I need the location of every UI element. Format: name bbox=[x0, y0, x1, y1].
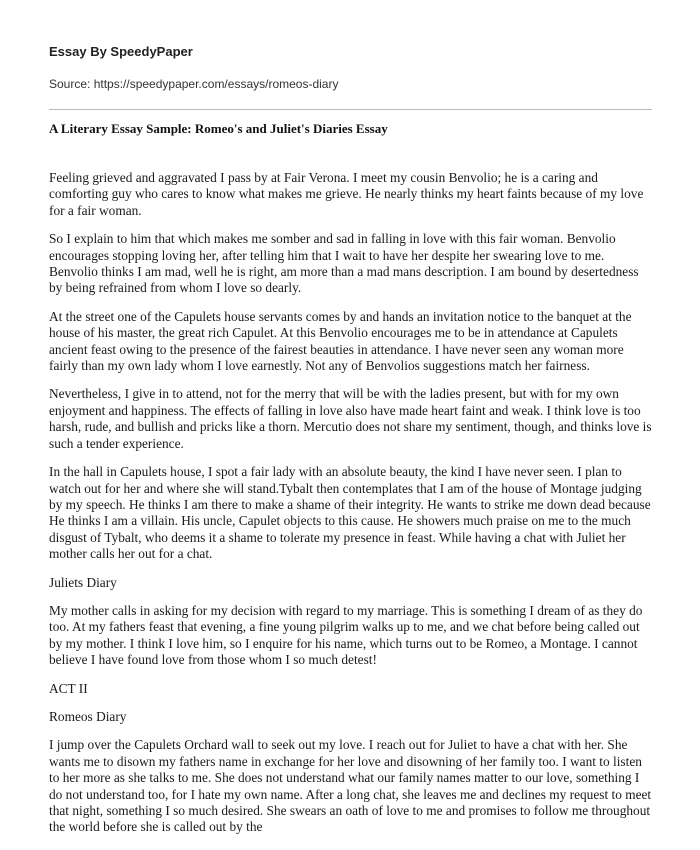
paragraph: So I explain to him that which makes me somber and sad in falling in love with this fair woman. Benvolio encourages stopping loving her, after telling him that I wait to have her despite her swearing love to me. Benvolio thinks I am mad, well he is right, am more than a mad mans description. I am bound by desertedness by being refrained from whom I love so dearly. bbox=[49, 231, 639, 296]
paragraph: At the street one of the Capulets house servants comes by and hands an invitation notice to the banquet at the house of his master, the great rich Capulet. At this Benvolio encourages me to be in attendance at Capulets ancient feast owing to the presence of the fairest beauties in attendance. I have never seen any woman more fairly than my own lady whom I love earnestly. Not any of Benvolios suggestions match her fairness. bbox=[49, 308, 632, 374]
paragraph: My mother calls in asking for my decision with regard to my marriage. This is something I dream of as they do too. At my fathers feast that evening, a fine young pilgrim walks up to me, and we chat before being called out by my mother. I think I love him, so I enquire for his name, which turns out to be Romeo, a Montage. I cannot believe I have found love from those whom I so much detest! bbox=[49, 602, 643, 668]
essay-body bbox=[49, 170, 653, 848]
section-heading: ACT II bbox=[49, 680, 88, 696]
essay-title: A Literary Essay Sample: Romeo's and Juliet's Diaries Essay bbox=[49, 121, 388, 136]
section-heading: Juliets Diary bbox=[49, 574, 117, 590]
header-title: Essay By SpeedyPaper bbox=[49, 44, 193, 59]
paragraph: In the hall in Capulets house, I spot a fair lady with an absolute beauty, the kind I have never seen. I plan to watch out for her and where she will stand.Tybalt then contemplates that I am of the house of Montage judging by my speech. He thinks I am there to make a shame of their integrity. He wants to strike me down dead because He thinks I am a villain. His uncle, Capulet objects to this cause. He showers much praise on me to the much disgust of Tybalt, who deems it a shame to tolerate my presence in feast. While having a chat with Juliet her mother calls her out for a chat. bbox=[49, 464, 651, 562]
paragraph: Nevertheless, I give in to attend, not for the merry that will be with the ladies present, but with for my own enjoyment and happiness. The effects of falling in love also have made heart faint and weak. I think love is too harsh, rude, and bullish and pricks like a thorn. Mercutio does not share my sentiment, though, and thinks love is such a tender experience. bbox=[49, 386, 652, 451]
paragraph: Feeling grieved and aggravated I pass by at Fair Verona. I meet my cousin Benvolio; he is a caring and comforting guy who cares to know what makes me grieve. He nearly thinks my heart faints because of my love for a fair woman. bbox=[49, 170, 644, 218]
divider bbox=[49, 109, 652, 110]
section-heading: Romeos Diary bbox=[49, 708, 127, 724]
paragraph: I jump over the Capulets Orchard wall to seek out my love. I reach out for Juliet to have a chat with her. She wants me to disown my fathers name in exchange for her love and disowning of her family too. I want to listen to her more as she talks to me. She does not understand what our family names matter to our love, something I do not understand too, for I hate my own name. After a long chat, she leaves me and declines my request to meet that night, something I so much desired. She swears an oath of love to me and promises to follow me throughout the world before she is called out by the bbox=[49, 737, 652, 835]
source-line: Source: https://speedypaper.com/essays/romeos-diary bbox=[49, 77, 339, 91]
